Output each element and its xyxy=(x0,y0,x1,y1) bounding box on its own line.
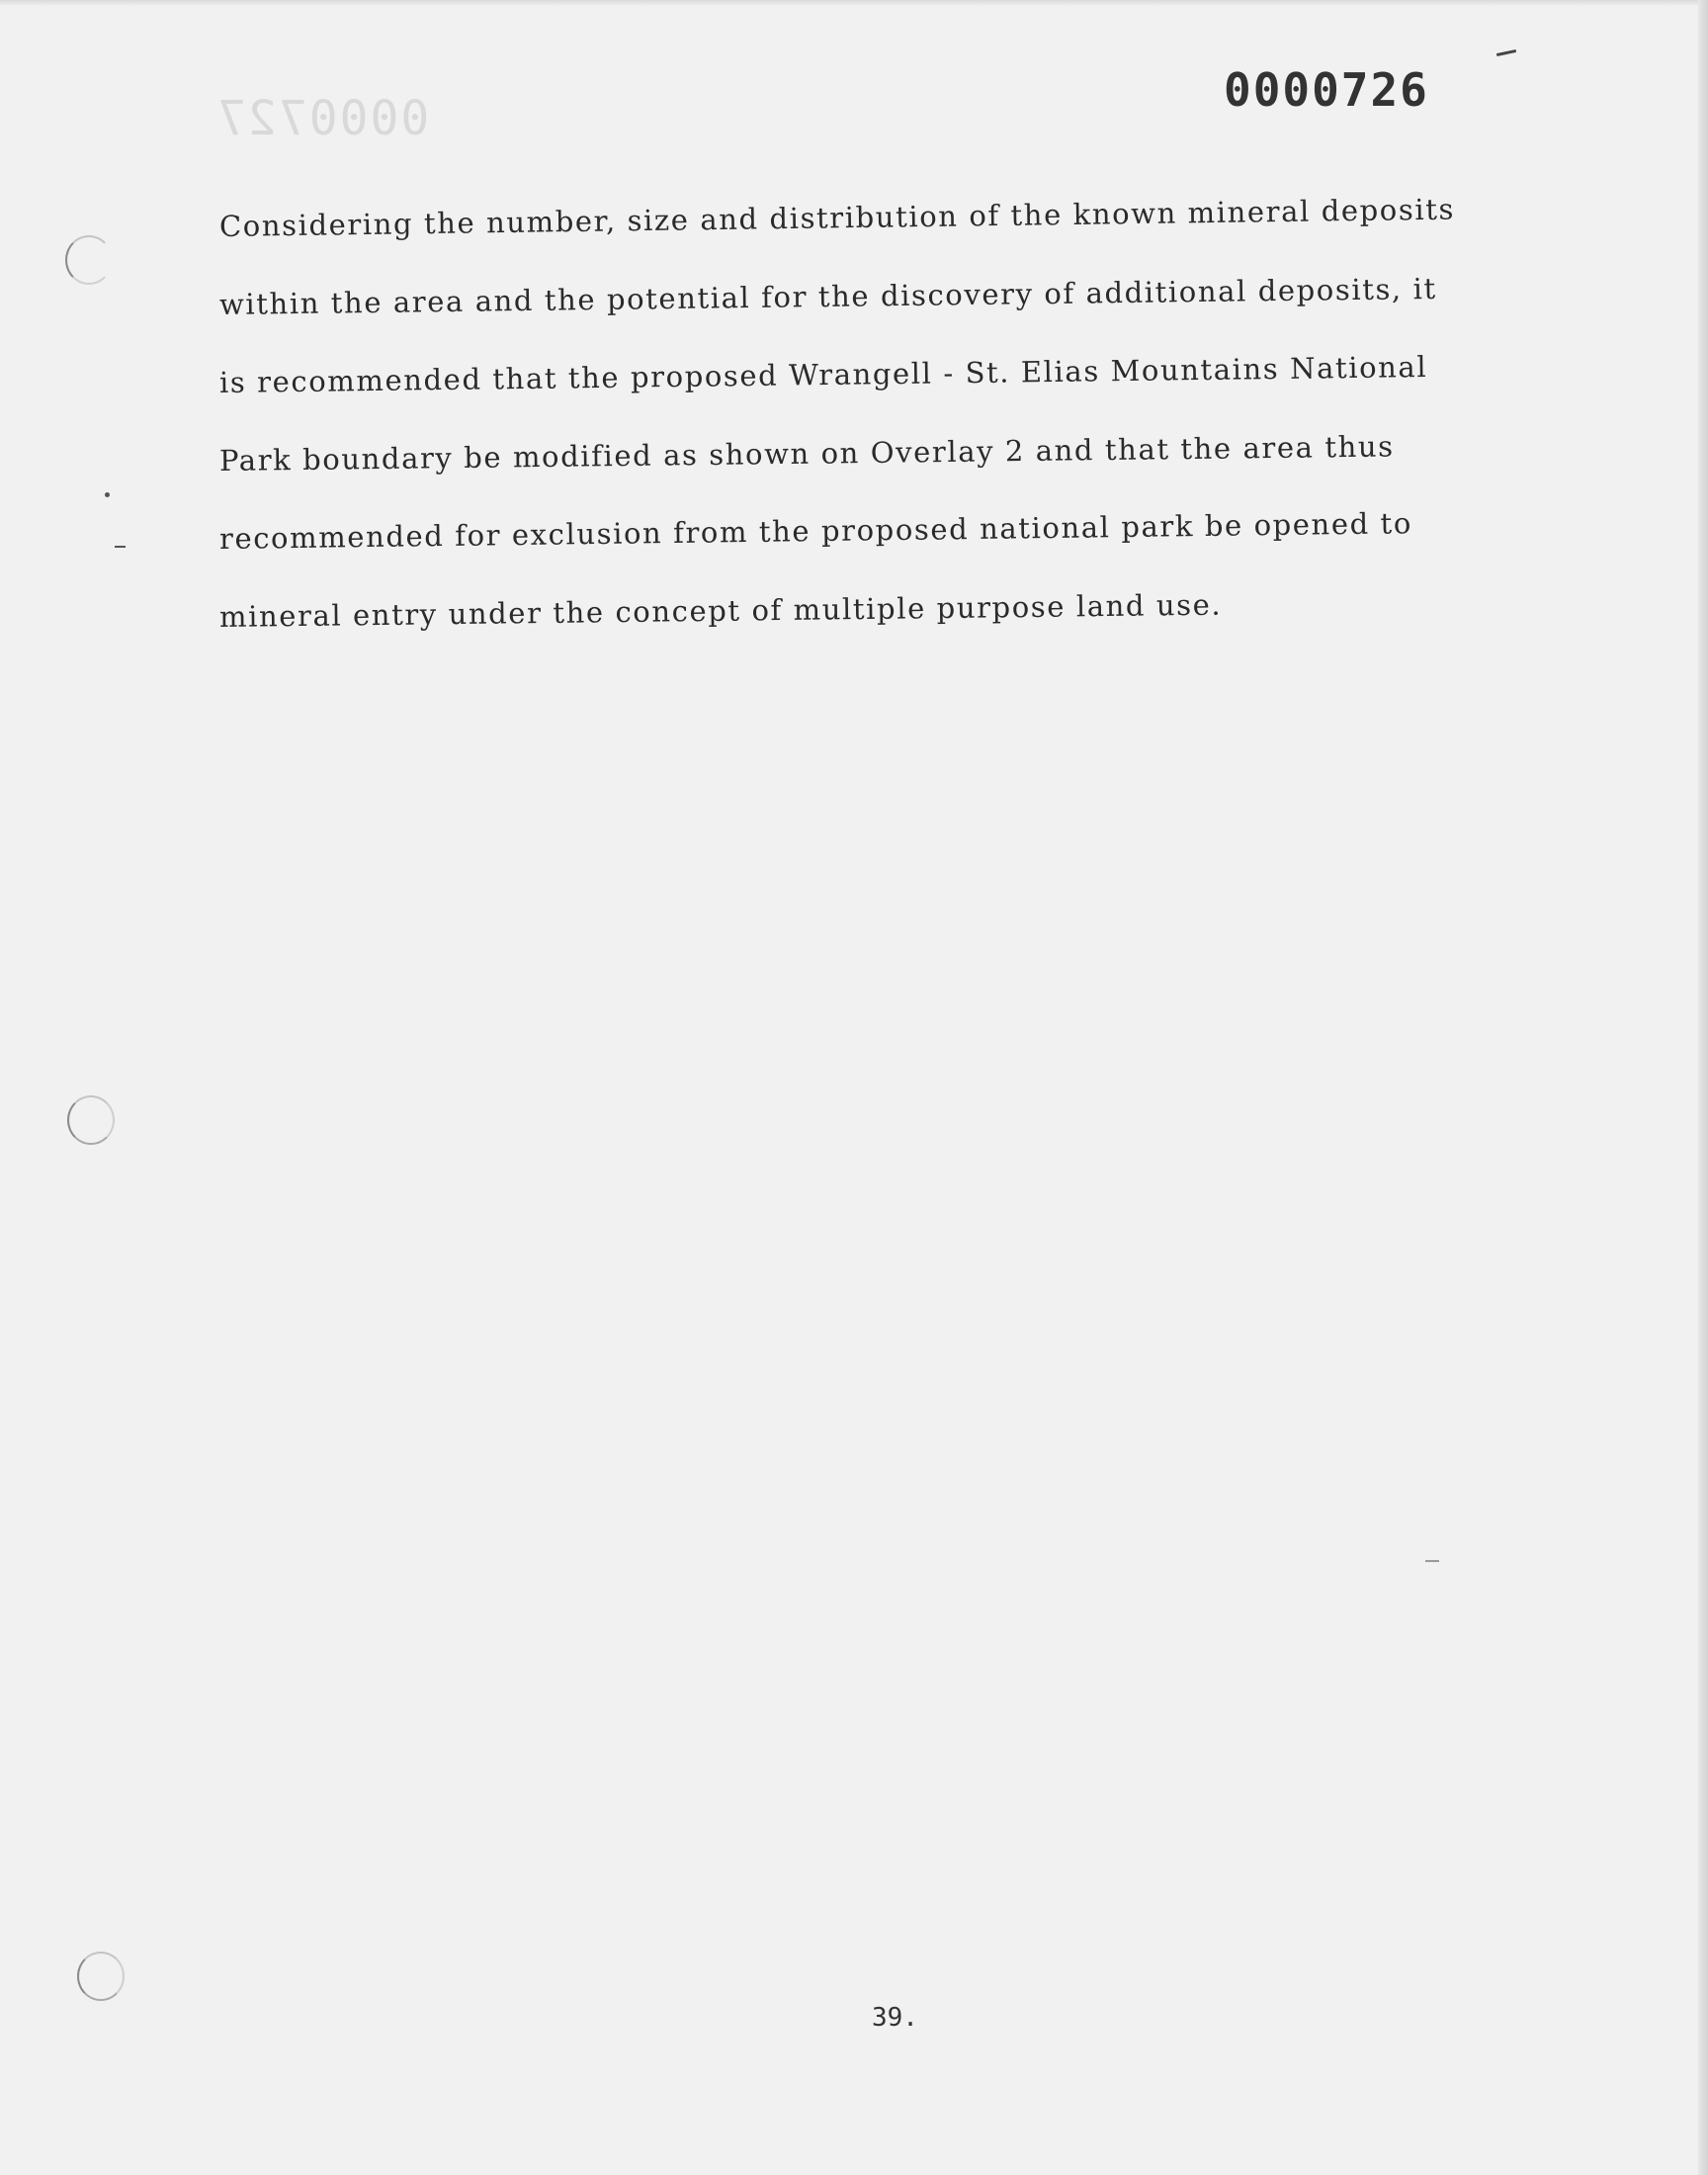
paragraph-line: Park boundary be modified as shown on Overlay 2 and that the area thus xyxy=(218,429,1395,478)
paragraph-line: within the area and the potential for the discovery of additional deposits, it xyxy=(218,271,1437,321)
paragraph-line: is recommended that the proposed Wrangell - St. Elias Mountains National xyxy=(218,350,1428,399)
page-top-edge xyxy=(0,0,1708,6)
stamp-number: 0000726 xyxy=(1224,63,1429,117)
page-number: 39. xyxy=(872,2003,918,2033)
punch-hole-middle xyxy=(67,1095,115,1145)
scan-dash xyxy=(1425,1560,1439,1562)
scan-dash xyxy=(115,546,126,548)
paragraph-line: Considering the number, size and distribution of the known mineral deposits xyxy=(218,192,1456,243)
page-right-edge xyxy=(1698,0,1708,2175)
body-paragraph xyxy=(219,188,1534,656)
paragraph-line: mineral entry under the concept of multiple purpose land use. xyxy=(218,587,1223,634)
corner-mark xyxy=(1496,49,1516,56)
punch-hole-bottom xyxy=(77,1952,125,2001)
bleed-through-stamp-number: 0000727 xyxy=(215,91,430,146)
paragraph-line: recommended for exclusion from the proposed national park be opened to xyxy=(218,506,1413,556)
scan-speck xyxy=(105,492,110,497)
punch-hole-top xyxy=(65,235,113,285)
